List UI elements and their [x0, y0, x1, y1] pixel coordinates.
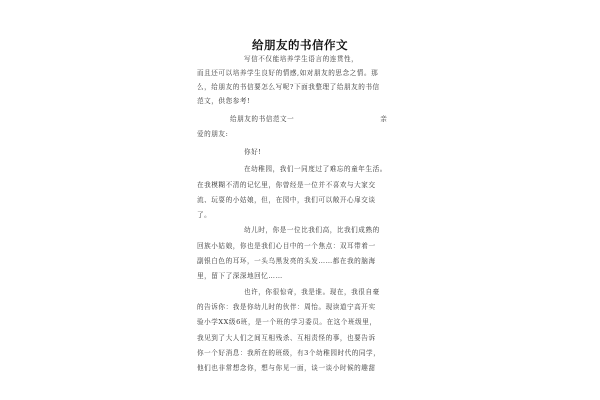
para1-line-4: 了。	[197, 211, 212, 219]
para2-line-1: 幼儿时，你是一位比我们高，比我们成熟的	[244, 226, 380, 234]
para2-line-2: 回族小姑娘，你也是我们心目中的一个焦点：双耳带着一	[197, 242, 376, 250]
para3-line-1: 也许，你很惊奇，我是谁。现在，我很自豪	[244, 288, 380, 296]
intro-line-2: 而且还可以培养学生良好的情感,如对朋友的思念之情。那	[197, 69, 379, 77]
para1-line-1: 在幼稚园，我们一同度过了难忘的童年生活。	[244, 165, 387, 173]
para2-line-4: 里，留下了深深地回忆……	[197, 272, 283, 280]
letter-heading-continued: 亲	[380, 115, 388, 123]
para3-line-5: 你一个好消息：我所在的班级，有3个幼稚园时代的同学，	[197, 349, 381, 357]
para3-line-2: 的告诉你：我是你幼儿时的伙伴：周怡。现读道宁高开实	[197, 303, 376, 311]
intro-line-4: 范文，供您参考!	[197, 97, 251, 105]
letter-greeting: 你好!	[244, 148, 262, 156]
para3-line-4: 我见到了大人们之间互相残杀、互相责怪的事，也要告诉	[197, 334, 376, 342]
document-page	[152, 0, 448, 400]
para1-line-3: 流、玩耍的小姑娘，但，在园中，我们可以敞开心扉交谈	[197, 196, 376, 204]
para2-line-3: 副银白色的耳环，一头乌黑发亮的头发……都在我的脑海	[197, 257, 376, 265]
para3-line-3: 验小学XX级6班，是一个班的学习委员。在这个班级里，	[197, 318, 377, 326]
para3-line-6: 他们也非常想念你，想与你见一面，谈一谈小时候的趣甜	[197, 364, 376, 372]
letter-heading: 给朋友的书信范文一	[230, 115, 295, 123]
intro-line-1: 写信不仅能培养学生语言的连贯性，	[244, 55, 359, 63]
document-title: 给朋友的书信作文	[252, 38, 348, 52]
letter-salutation: 爱的朋友:	[197, 130, 229, 138]
para1-line-2: 在我模糊不清的记忆里，你曾经是一位并不喜欢与大家交	[197, 181, 376, 189]
intro-line-3: 么，给朋友的书信要怎么写呢?下面我整理了给朋友的书信	[197, 83, 380, 91]
letter-heading-row	[230, 115, 387, 123]
